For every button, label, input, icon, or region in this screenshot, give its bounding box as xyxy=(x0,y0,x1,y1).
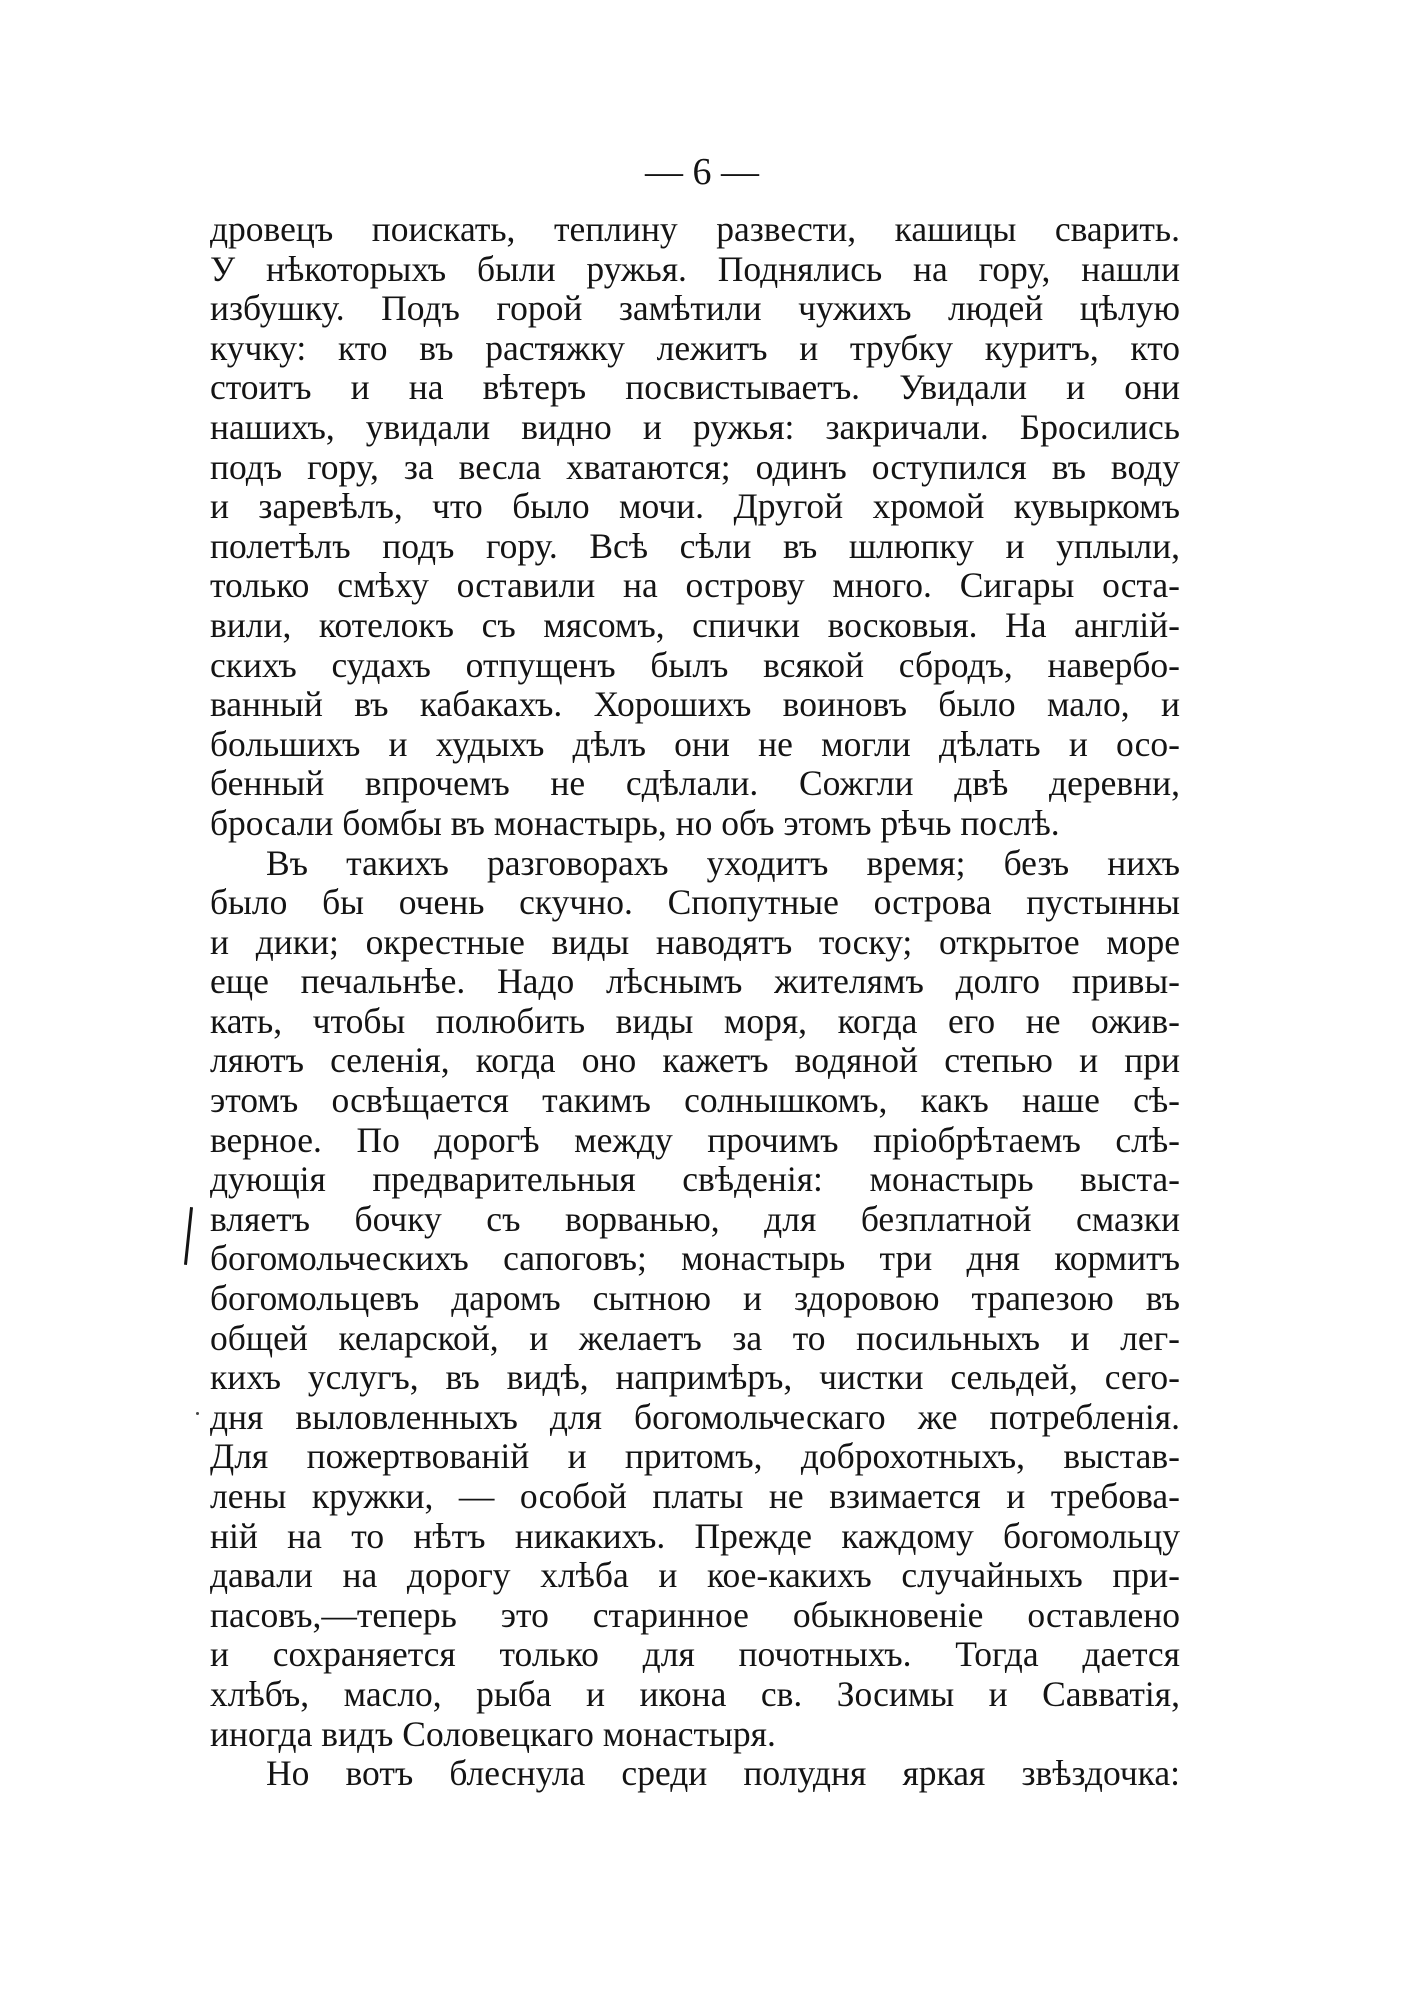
text-line: хлѣбъ, масло, рыба и икона св. Зосимы и Савватія, xyxy=(210,1674,1180,1714)
text-line: кать, чтобы полюбить виды моря, когда его не ожив- xyxy=(210,1001,1180,1041)
text-line: и дики; окрестные виды наводятъ тоску; открытое море xyxy=(210,922,1180,962)
text-line: и сохраняется только для почотныхъ. Тогда дается xyxy=(210,1635,1180,1675)
text-line: иногда видъ Соловецкаго монастыря. xyxy=(210,1714,776,1754)
text-line: было бы очень скучно. Спопутные острова пустынны xyxy=(210,883,1180,923)
text-line: Но вотъ блеснула среди полудня яркая звѣздочка: xyxy=(266,1754,1180,1794)
text-line: нашихъ, увидали видно и ружья: закричали. Бросились xyxy=(210,407,1180,447)
text-line: лены кружки, — особой платы не взимается и требова- xyxy=(210,1477,1180,1516)
text-line: дровецъ поискать, теплину развести, кашицы сварить. xyxy=(210,210,1180,249)
text-line: У нѣкоторыхъ были ружья. Поднялись на гору, нашли xyxy=(210,249,1180,289)
text-line: и заревѣлъ, что было мочи. Другой хромой кувыркомъ xyxy=(210,487,1180,527)
text-line: подъ гору, за весла хватаются; одинъ оступился въ воду xyxy=(210,447,1180,487)
text-line: дующія предварительныя свѣденія: монастырь выста- xyxy=(210,1160,1180,1200)
text-line: ванный въ кабакахъ. Хорошихъ воиновъ было мало, и xyxy=(210,685,1180,725)
page-number: — 6 — xyxy=(645,151,759,193)
text-line: богомольческихъ сапоговъ; монастырь три дня кормитъ xyxy=(210,1239,1180,1279)
text-line: общей келарской, и желаетъ за то посильныхъ и лег- xyxy=(210,1318,1180,1358)
text-line: богомольцевъ даромъ сытною и здоровою трапезою въ xyxy=(210,1279,1180,1319)
margin-mark xyxy=(184,1207,193,1265)
text-line: вили, котелокъ съ мясомъ, спички восковыя. На англій- xyxy=(210,605,1180,645)
text-line: кихъ услугъ, въ видѣ, напримѣръ, чистки сельдей, сего- xyxy=(210,1358,1180,1398)
body-text xyxy=(210,210,1180,1794)
text-line: дня выловленныхъ для богомольческаго же потребленія. xyxy=(210,1397,1180,1437)
text-line: избушку. Подъ горой замѣтили чужихъ людей цѣлую xyxy=(210,289,1180,329)
text-line: ляютъ селенія, когда оно кажетъ водяной степью и при xyxy=(210,1041,1180,1081)
text-line: Въ такихъ разговорахъ уходитъ время; безъ нихъ xyxy=(266,843,1180,883)
text-line: только смѣху оставили на острову много. Сигары оста- xyxy=(210,566,1180,606)
text-line: вляетъ бочку съ ворванью, для безплатной смазки xyxy=(210,1199,1180,1239)
text-line: Для пожертвованій и притомъ, доброхотныхъ, выстав- xyxy=(210,1437,1180,1477)
text-line: стоитъ и на вѣтеръ посвистываетъ. Увидали и они xyxy=(210,368,1180,408)
text-line: верное. По дорогѣ между прочимъ пріобрѣтаемъ слѣ- xyxy=(210,1120,1180,1160)
text-line: ній на то нѣтъ никакихъ. Прежде каждому богомольцу xyxy=(210,1516,1180,1556)
text-line: бросали бомбы въ монастырь, но объ этомъ рѣчь послѣ. xyxy=(210,803,1060,843)
text-line: скихъ судахъ отпущенъ былъ всякой сбродъ, навербо- xyxy=(210,645,1180,685)
text-line: пасовъ,—теперь это старинное обыкновеніе оставлено xyxy=(210,1595,1180,1635)
text-line: бенный впрочемъ не сдѣлали. Сожгли двѣ деревни, xyxy=(210,764,1180,804)
text-line: давали на дорогу хлѣба и кое-какихъ случайныхъ при- xyxy=(210,1556,1180,1596)
margin-dot xyxy=(196,1412,199,1415)
text-line: большихъ и худыхъ дѣлъ они не могли дѣлать и осо- xyxy=(210,724,1180,764)
text-line: еще печальнѣе. Надо лѣснымъ жителямъ долго привы- xyxy=(210,962,1180,1002)
text-line: этомъ освѣщается такимъ солнышкомъ, какъ наше сѣ- xyxy=(210,1081,1180,1121)
text-line: полетѣлъ подъ гору. Всѣ сѣли въ шлюпку и уплыли, xyxy=(210,526,1180,566)
text-line: кучку: кто въ растяжку лежитъ и трубку куритъ, кто xyxy=(210,328,1180,368)
